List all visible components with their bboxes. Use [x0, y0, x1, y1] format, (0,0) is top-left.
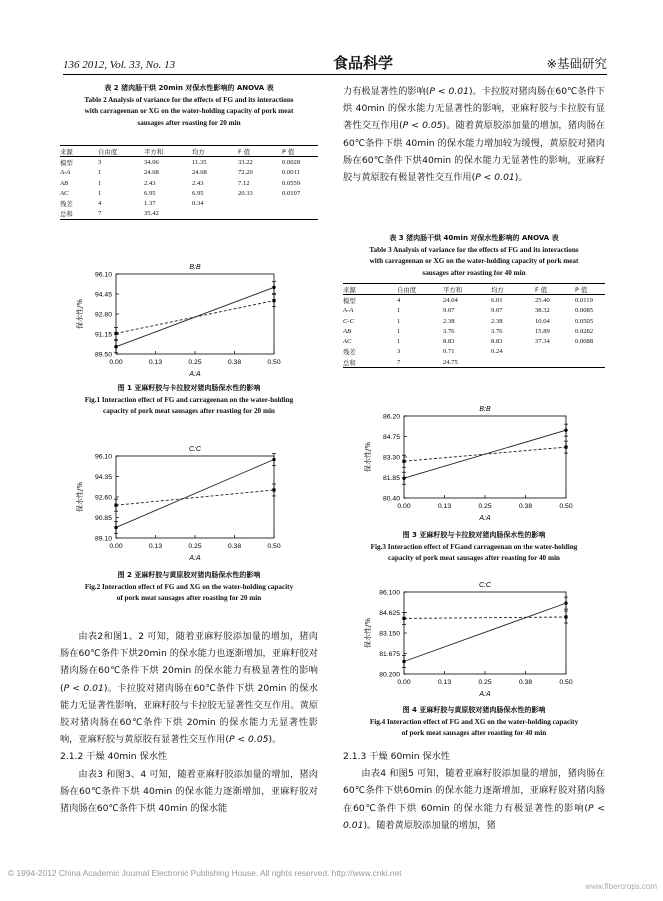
table-row — [343, 336, 605, 346]
text-run: )。卡拉胶对猪肉肠在60℃条件下烘 20min 的保水能力无显著性影响，亚麻籽胶与卡拉胶无显著性交互作用。黄原胶对猪肉肠在60℃条件下烘 20min 的保水能力无显著性影响，亚麻籽胶与黄原胶有显著性交互作用( — [60, 682, 318, 746]
text-run: )。 — [268, 734, 282, 746]
table-row — [343, 347, 605, 357]
text-run: )。卡拉胶对猪肉肠在60℃条件下烘 40min 的保水能力无显著性的影响，亚麻籽胶与卡拉胶有显著性交互作用( — [343, 86, 605, 132]
figure-1-chart — [56, 254, 296, 378]
watermark: www.fibercrops.com — [585, 882, 657, 891]
cell: 15.89 — [535, 327, 550, 335]
cell — [535, 357, 575, 368]
table3-title-cn: 表 3 猪肉肠干烘 40min 对保水性影响的 ANOVA 表 — [389, 234, 559, 242]
section-heading-212: 2.1.2 干燥 40min 保水性 — [60, 751, 168, 763]
p-value: P < 0.01 — [429, 86, 469, 97]
p-value: P < 0.01 — [63, 682, 104, 694]
fig2-caption-en-2: of pork meat sausages after roasting for 20 min — [116, 594, 262, 602]
table2-title-cn: 表 2 猪肉肠干烘 20min 对保水性影响的 ANOVA 表 — [104, 84, 274, 92]
x-tick-label: 0.13 — [148, 359, 163, 366]
cell: AB — [60, 179, 69, 187]
page-info: 136 2012, Vol. 33, No. 13 — [63, 59, 176, 71]
fig4-caption-en-2: of pork meat sausages after roasting for 40 min — [401, 729, 547, 737]
cell: 2.43 — [144, 179, 156, 187]
data-point — [402, 617, 405, 620]
cell: 总和 — [60, 209, 98, 220]
cell — [491, 357, 535, 368]
data-point — [402, 460, 405, 463]
x-tick-label: 0.13 — [437, 679, 452, 686]
series-line — [404, 447, 566, 461]
cell: 0.0011 — [282, 169, 300, 177]
cell: 8.83 — [491, 338, 503, 346]
cell: 0.0559 — [282, 179, 301, 187]
table-row — [343, 306, 605, 316]
cell: 24.04 — [443, 296, 458, 304]
cell: 总和 — [343, 357, 397, 368]
table-row — [343, 316, 605, 326]
cell: 1 — [397, 327, 401, 335]
table-row — [60, 188, 318, 198]
cell: 35.42 — [144, 209, 192, 220]
table2-title-en-1: Table 2 Analysis of variance for the effects of FG and its interactions — [84, 95, 294, 104]
copyright-footer: © 1994-2012 China Academic Journal Electronic Publishing House. All rights reserved. http://www.cnki.net — [8, 868, 402, 878]
y-tick-label: 84.75 — [382, 434, 400, 441]
figure-2-caption — [60, 570, 318, 605]
figure-1-caption — [60, 383, 318, 418]
x-tick-label: 0.25 — [188, 359, 202, 366]
col-ms: 均方 — [192, 146, 238, 157]
cell: 7 — [98, 209, 144, 220]
p-value: P < 0.05 — [402, 120, 443, 132]
x-tick-label: 0.38 — [227, 359, 242, 366]
series-line — [116, 490, 274, 505]
data-point — [272, 488, 275, 491]
x-tick-label: 0.25 — [188, 543, 202, 550]
data-point — [564, 601, 567, 604]
table-row — [343, 357, 605, 368]
cell: 6.95 — [192, 189, 204, 197]
cell: 3 — [397, 348, 401, 356]
section-label: ※基础研究 — [546, 56, 607, 71]
table3 — [343, 283, 605, 368]
y-tick-label: 84.625 — [379, 610, 400, 617]
col-source: 来源 — [343, 284, 397, 295]
table-row — [343, 326, 605, 336]
running-header — [63, 52, 607, 75]
text-run: )。 — [514, 172, 528, 184]
cell: 1 — [397, 307, 401, 315]
fig2-caption-en-1: Fig.2 Interaction effect of FG and XG on the water-holding capacity — [84, 582, 294, 591]
y-tick-label: 92.80 — [94, 311, 112, 319]
cell: A-A — [343, 307, 354, 315]
cell: 残差 — [60, 200, 73, 209]
fig4-caption-cn: 图 4 亚麻籽胶与黄原胶对猪肉肠保水性的影响 — [402, 706, 546, 714]
paragraph — [343, 765, 605, 834]
x-tick-label: 0.13 — [148, 543, 163, 550]
x-tick-label: 0.00 — [109, 543, 123, 550]
y-tick-label: 94.45 — [94, 291, 112, 299]
figure-4-caption — [343, 705, 605, 740]
x-tick-label: 0.50 — [559, 679, 573, 686]
y-axis-label: 保水性/% — [76, 481, 84, 513]
col-p: P 值 — [282, 146, 318, 157]
right-text-top — [343, 83, 605, 186]
journal-title: 食品科学 — [333, 54, 394, 72]
series-line — [404, 617, 566, 618]
cell: 4 — [98, 200, 102, 208]
x-axis-label: A:A — [189, 371, 201, 378]
cell: 0.0107 — [282, 189, 301, 197]
cell: 0.0119 — [575, 296, 593, 304]
table-header-row — [343, 284, 605, 295]
p-value: P < 0.01 — [343, 802, 605, 831]
cell: 24.68 — [192, 169, 207, 177]
fig1-caption-cn: 图 1 亚麻籽胶与卡拉胶对猪肉肠保水性的影响 — [117, 384, 261, 392]
left-text — [60, 628, 318, 817]
col-p: P 值 — [575, 284, 605, 295]
data-point — [564, 428, 567, 431]
data-point — [114, 332, 117, 335]
cell: 3.76 — [491, 327, 503, 335]
data-point — [272, 299, 275, 302]
cell: 1.37 — [144, 200, 156, 208]
x-tick-label: 0.50 — [267, 359, 281, 366]
col-f: F 值 — [238, 146, 282, 157]
plot-frame — [116, 456, 274, 538]
cell — [575, 357, 605, 368]
cell: 24.75 — [443, 357, 491, 368]
cell: 6.01 — [491, 296, 503, 304]
plot-frame — [404, 416, 566, 498]
text-run: )。随着黄原胶添加量的增加，猪 — [363, 819, 496, 831]
cell: 7 — [397, 357, 443, 368]
y-tick-label: 89.50 — [94, 351, 112, 359]
fig1-caption-en-2: capacity of pork meat sausages after roasting for 20 min — [103, 407, 275, 415]
y-tick-label: 81.675 — [379, 651, 400, 658]
cell: 8.83 — [443, 338, 455, 346]
x-axis-label: A:A — [189, 555, 201, 562]
data-point — [564, 446, 567, 449]
col-ms: 均方 — [491, 284, 535, 295]
cell: 38.32 — [535, 307, 550, 315]
cell: 3.76 — [443, 327, 455, 335]
table2 — [60, 145, 318, 220]
text-run: 由表4 和图5 可知，随着亚麻籽胶添加量的增加，猪肉肠在60℃条件下烘60min 的保水能力逐渐增加，亚麻籽胶对猪肉肠在60℃条件下烘 60min 的保水能力有极显著性的影响( — [343, 768, 605, 814]
plot-frame — [116, 274, 274, 354]
cell: 33.22 — [238, 158, 253, 166]
text-run: )。随着黄原胶添加量的增加，猪肉肠在60℃条件下烘 40min 的保水能力增加较为缓慢，黄原胶对猪肉肠在60℃条件下烘40min 的保水能力无显著性的影响，亚麻籽胶与黄原胶有极显著性交互作用( — [343, 120, 605, 184]
x-tick-label: 0.50 — [559, 503, 573, 510]
fig2-caption-cn: 图 2 亚麻籽胶与黄原胶对猪肉肠保水性的影响 — [117, 571, 261, 579]
table-header-row — [60, 146, 318, 157]
paragraph: 由表3 和图3、4 可知，随着亚麻籽胶添加量的增加，猪肉肠在60℃条件下烘 40min 的保水能力逐渐增加，亚麻籽胶对猪肉肠在60℃条件下烘 40min 的保水能 — [60, 768, 318, 815]
text-run: 力有极显著性的影响( — [343, 86, 430, 97]
cell: AC — [60, 189, 69, 197]
y-tick-label: 86.20 — [382, 413, 400, 421]
cell: A-A — [60, 169, 71, 177]
plot-frame — [404, 592, 566, 674]
cell: 模型 — [343, 296, 356, 305]
cell — [535, 347, 575, 357]
table2-title-en-3: sausages after roasting for 20 min — [137, 118, 241, 127]
x-tick-label: 0.38 — [518, 503, 533, 510]
section-heading-213: 2.1.3 干燥 60min 保水性 — [343, 751, 451, 762]
cell: 0.24 — [491, 348, 503, 356]
y-axis-label: 保水性/% — [364, 441, 372, 473]
paragraph — [60, 628, 318, 748]
cell: 7.12 — [238, 179, 250, 187]
chart-title: B:B — [189, 264, 201, 271]
cell: 残差 — [343, 348, 356, 357]
cell: 20.33 — [238, 189, 253, 197]
cell: 10.04 — [535, 317, 550, 325]
p-value: P < 0.05 — [228, 734, 269, 746]
cell: 1 — [397, 338, 401, 346]
p-value: P < 0.01 — [475, 172, 515, 184]
cell: 1 — [98, 169, 102, 177]
table-row — [60, 178, 318, 188]
data-point — [402, 660, 405, 663]
cell: 34.06 — [144, 158, 159, 166]
x-tick-label: 0.00 — [397, 679, 411, 686]
data-point — [114, 526, 117, 529]
series-line — [404, 603, 566, 661]
series-line — [116, 301, 274, 334]
table-row — [60, 209, 318, 220]
data-point — [564, 615, 567, 618]
y-tick-label: 96.10 — [94, 271, 112, 279]
figure-4-chart — [340, 574, 580, 702]
y-axis-label: 保水性/% — [364, 617, 372, 649]
cell: 9.07 — [491, 307, 503, 315]
cell: 2.38 — [443, 317, 455, 325]
x-axis-label: A:A — [479, 691, 491, 698]
cell: 0.0088 — [575, 338, 594, 346]
y-tick-label: 96.10 — [94, 453, 112, 461]
x-tick-label: 0.50 — [267, 543, 281, 550]
table3-title-en-3: sausages after roasting for 40 min — [422, 268, 526, 277]
table-row — [60, 157, 318, 168]
chart-title: B:B — [479, 406, 491, 413]
cell: 1 — [98, 189, 102, 197]
cell — [192, 209, 238, 220]
chart-title: C:C — [478, 582, 492, 589]
right-text-bottom — [343, 748, 605, 834]
table3-title-en-2: with carrageenan or XG on the water-holding capacity of pork meat — [369, 257, 579, 265]
table3-title-en-1: Table 3 Analysis of variance for the effects of FG and its interactions — [369, 245, 579, 254]
fig3-caption-en-1: Fig.3 Interaction effect of FGand carrageenan on the water-holding — [370, 542, 578, 551]
cell: 模型 — [60, 158, 73, 167]
figure-2-chart — [56, 436, 296, 564]
data-point — [272, 458, 275, 461]
cell: 2.43 — [192, 179, 204, 187]
cell: 0.0085 — [575, 307, 594, 315]
y-tick-label: 86.100 — [379, 589, 400, 597]
cell: 9.07 — [443, 307, 455, 315]
cell: 72.20 — [238, 169, 253, 177]
y-tick-label: 80.200 — [379, 671, 400, 679]
table2-caption — [60, 83, 318, 129]
table-row — [343, 295, 605, 306]
fig3-caption-cn: 图 3 亚麻籽胶与卡拉胶对猪肉肠保水性的影响 — [402, 531, 546, 539]
cell: 0.0282 — [575, 327, 594, 335]
data-point — [402, 477, 405, 480]
col-source: 来源 — [60, 146, 98, 157]
cell — [282, 209, 318, 220]
cell: AC — [343, 338, 352, 346]
x-axis-label: A:A — [479, 515, 491, 522]
cell — [575, 347, 605, 357]
cell: 6.95 — [144, 189, 156, 197]
cell: 3 — [98, 158, 102, 166]
x-tick-label: 0.00 — [109, 359, 123, 366]
fig3-caption-en-2: capacity of pork meat sausages after roasting for 40 min — [388, 554, 560, 562]
col-ss: 平方和 — [144, 146, 192, 157]
cell: 4 — [397, 296, 401, 304]
y-tick-label: 91.15 — [94, 331, 112, 339]
data-point — [114, 504, 117, 507]
cell: 25.40 — [535, 296, 550, 304]
series-line — [116, 460, 274, 528]
cell — [282, 198, 318, 208]
chart-title: C:C — [188, 446, 202, 453]
data-point — [272, 286, 275, 289]
cell: AB — [343, 327, 352, 335]
col-df: 自由度 — [397, 284, 443, 295]
cell: 0.0505 — [575, 317, 594, 325]
y-tick-label: 83.30 — [382, 454, 400, 462]
col-df: 自由度 — [98, 146, 144, 157]
x-tick-label: 0.38 — [227, 543, 242, 550]
cell: C-C — [343, 317, 354, 325]
cell: 1 — [397, 317, 401, 325]
table-row — [60, 168, 318, 178]
fig1-caption-en-1: Fig.1 Interaction effect of FG and carrageenan on the water-holding — [84, 395, 294, 404]
y-tick-label: 81.85 — [382, 475, 400, 482]
fig4-caption-en-1: Fig.4 Interaction effect of FG and XG on the water-holding capacity — [369, 717, 579, 726]
paragraph — [343, 83, 605, 186]
x-tick-label: 0.25 — [478, 503, 492, 510]
cell: 37.34 — [535, 338, 550, 346]
y-tick-label: 80.40 — [382, 495, 400, 503]
x-tick-label: 0.25 — [478, 679, 492, 686]
table3-caption — [343, 233, 605, 279]
figure-3-caption — [343, 530, 605, 565]
table-row — [60, 198, 318, 208]
cell — [238, 209, 282, 220]
cell: 0.0028 — [282, 158, 301, 166]
cell — [238, 198, 282, 208]
x-tick-label: 0.13 — [437, 503, 452, 510]
x-tick-label: 0.38 — [518, 679, 533, 686]
cell: 2.38 — [491, 317, 503, 325]
y-tick-label: 92.60 — [94, 494, 112, 502]
table2-title-en-2: with carrageenan or XG on the water-holding capacity of pork meat — [84, 107, 294, 115]
cell: 0.71 — [443, 348, 455, 356]
y-tick-label: 83.150 — [379, 630, 400, 638]
y-tick-label: 94.35 — [94, 474, 112, 481]
x-tick-label: 0.00 — [397, 503, 411, 510]
cell: 24.68 — [144, 169, 159, 177]
cell: 11.35 — [192, 158, 207, 166]
y-tick-label: 89.10 — [94, 535, 112, 543]
cell: 0.34 — [192, 200, 204, 208]
text-run: 由表2和图1、2 可知，随着亚麻籽胶添加量的增加，猪肉肠在60℃条件下烘20min 的保水能力也逐渐增加，亚麻籽胶对猪肉肠在60℃条件下烘 20min 的保水能力有极显著性的影响( — [60, 631, 318, 694]
y-axis-label: 保水性/% — [76, 298, 84, 330]
col-ss: 平方和 — [443, 284, 491, 295]
col-f: F 值 — [535, 284, 575, 295]
cell: 1 — [98, 179, 102, 187]
y-tick-label: 90.85 — [94, 515, 112, 522]
figure-3-chart — [340, 398, 580, 526]
data-point — [114, 345, 117, 348]
